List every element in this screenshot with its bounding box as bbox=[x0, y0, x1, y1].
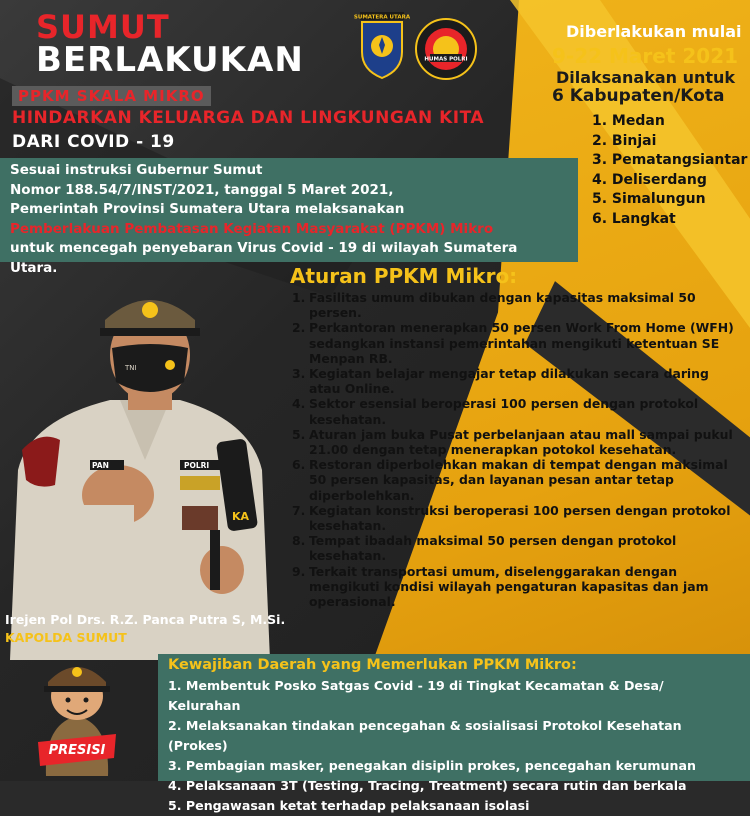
item-text: Kegiatan belajar mengajar tetap dilakukan secara daring atau Online. bbox=[309, 366, 709, 397]
logo2-text: HUMAS POLRI bbox=[424, 56, 468, 63]
item-text: Terkait transportasi umum, diselenggarakan dengan mengikuti kondisi wilayah pengaturan kapasitas dan jam operasional. bbox=[309, 563, 709, 610]
mascot-label: PRESISI bbox=[48, 743, 106, 758]
logo1-text: SUMATERA UTARA bbox=[353, 14, 411, 21]
item-number: 6. bbox=[292, 457, 306, 473]
list-item: 2. Melaksanakan tindakan pencegahan & sosialisasi Protokol Kesehatan (Prokes) bbox=[168, 718, 682, 753]
item-text: Fasilitas umum dibukan dengan kapasitas maksimal 50 persen. bbox=[309, 290, 696, 321]
kabupaten-count: 6 Kabupaten/Kota bbox=[552, 86, 725, 106]
item-number: 9. bbox=[292, 563, 306, 579]
banner-line1: HINDARKAN KELUARGA DAN LINGKUNGAN KITA bbox=[12, 108, 485, 128]
list-item bbox=[292, 290, 742, 320]
dilaksanakan-label: Dilaksanakan untuk bbox=[556, 68, 736, 87]
svg-text:PAN: PAN bbox=[92, 461, 109, 470]
item-number: 7. bbox=[292, 502, 306, 518]
polri-tag-text: POLRI bbox=[184, 461, 210, 470]
officer-title: KAPOLDA SUMUT bbox=[5, 630, 127, 645]
list-item bbox=[292, 366, 742, 396]
ppkm-tag: PPKM SKALA MIKRO bbox=[12, 86, 211, 106]
instruksi-line: Nomor 188.54/7/INST/2021, tanggal 5 Maret 2021, bbox=[10, 181, 394, 198]
humas-polri-logo bbox=[415, 18, 477, 80]
list-item: 4. Pelaksanaan 3T (Testing, Tracing, Treatment) secara rutin dan berkala bbox=[168, 778, 687, 793]
headline-berlakukan: BERLAKUKAN bbox=[36, 40, 304, 80]
instruksi-line: untuk mencegah penyebaran Virus Covid - 19 di wilayah Sumatera Utara. bbox=[10, 240, 518, 276]
item-text: Perkantoran menerapkan 50 persen Work From Home (WFH) sedangkan instansi pemerintahan mengikuti ketentuan SE Menpan RB. bbox=[309, 320, 734, 366]
aturan-list bbox=[292, 290, 742, 609]
item-number: 1. bbox=[292, 290, 306, 305]
mask-text: TNI bbox=[125, 364, 137, 372]
instruksi-line: Pemerintah Provinsi Sumatera Utara melaksanakan bbox=[10, 201, 405, 217]
list-item: 1. Medan bbox=[592, 113, 665, 129]
list-item: 6. Langkat bbox=[592, 210, 676, 227]
kewajiban-list bbox=[168, 676, 740, 816]
item-number: 5. bbox=[292, 426, 306, 442]
list-item bbox=[292, 396, 742, 426]
list-item bbox=[292, 503, 742, 533]
aturan-title: Aturan PPKM Mikro: bbox=[290, 264, 518, 288]
banner-line2: DARI COVID - 19 bbox=[12, 132, 175, 152]
item-number: 8. bbox=[292, 533, 306, 549]
kewajiban-title: Kewajiban Daerah yang Memerlukan PPKM Mikro: bbox=[168, 657, 577, 673]
kabupaten-list bbox=[592, 112, 747, 229]
list-item: 3. Pembagian masker, penegakan disiplin prokes, pencegahan kerumunan bbox=[168, 758, 696, 773]
item-text: Sektor esensial beroperasi 100 persen dengan protokol kesehatan. bbox=[309, 396, 699, 427]
list-item bbox=[292, 564, 742, 610]
kewajiban-panel bbox=[158, 654, 750, 813]
list-item bbox=[292, 533, 742, 563]
item-number: 3. bbox=[292, 366, 306, 382]
list-item: 2. Binjai bbox=[592, 132, 657, 149]
list-item: 4. Deliserdang bbox=[592, 171, 707, 188]
item-text: Tempat ibadah maksimal 50 persen dengan protokol kesehatan. bbox=[309, 533, 677, 564]
list-item: 3. Pematangsiantar bbox=[592, 152, 748, 168]
item-number: 4. bbox=[292, 396, 306, 412]
list-item: 5. Simalungun bbox=[592, 191, 706, 207]
svg-text:KA: KA bbox=[232, 510, 250, 523]
list-item: 1. Membentuk Posko Satgas Covid - 19 di Tingkat Kecamatan & Desa/ Kelurahan bbox=[168, 678, 664, 713]
item-number: 2. bbox=[292, 320, 306, 336]
officer-name: Irejen Pol Drs. R.Z. Panca Putra S, M.Si. bbox=[5, 612, 286, 627]
police-mascot bbox=[34, 654, 120, 776]
item-text: Kegiatan konstruksi beroperasi 100 persen dengan protokol kesehatan. bbox=[309, 502, 731, 534]
list-item: 5. Pengawasan ketat terhadap pelaksanaan isolasi bbox=[168, 798, 530, 813]
list-item bbox=[292, 320, 742, 366]
item-text: Aturan jam buka Pusat perbelanjaan atau mall sampai pukul 21.00 dengan tetap menerapkan potokol kesehatan. bbox=[309, 426, 733, 458]
officer-photo bbox=[0, 270, 290, 660]
item-text: Restoran diperbolehkan makan di tempat dengan maksimal 50 persen kapasitas, dan layanan pesan antar tetap diperbolehkan. bbox=[309, 457, 728, 503]
list-item bbox=[292, 457, 742, 503]
instruksi-line: Sesuai instruksi Gubernur Sumut bbox=[10, 162, 263, 178]
headline-sumut: SUMUT bbox=[36, 8, 170, 46]
list-item bbox=[292, 427, 742, 457]
date-range: 9-22 Maret 2021 bbox=[552, 44, 739, 68]
diberlakukan-label: Diberlakukan mulai bbox=[566, 22, 742, 41]
police-badge-logo bbox=[353, 12, 411, 78]
instruksi-highlight: Pemberlakuan Pembatasan Kegiatan Masyarakat (PPKM) Mikro bbox=[10, 220, 494, 237]
